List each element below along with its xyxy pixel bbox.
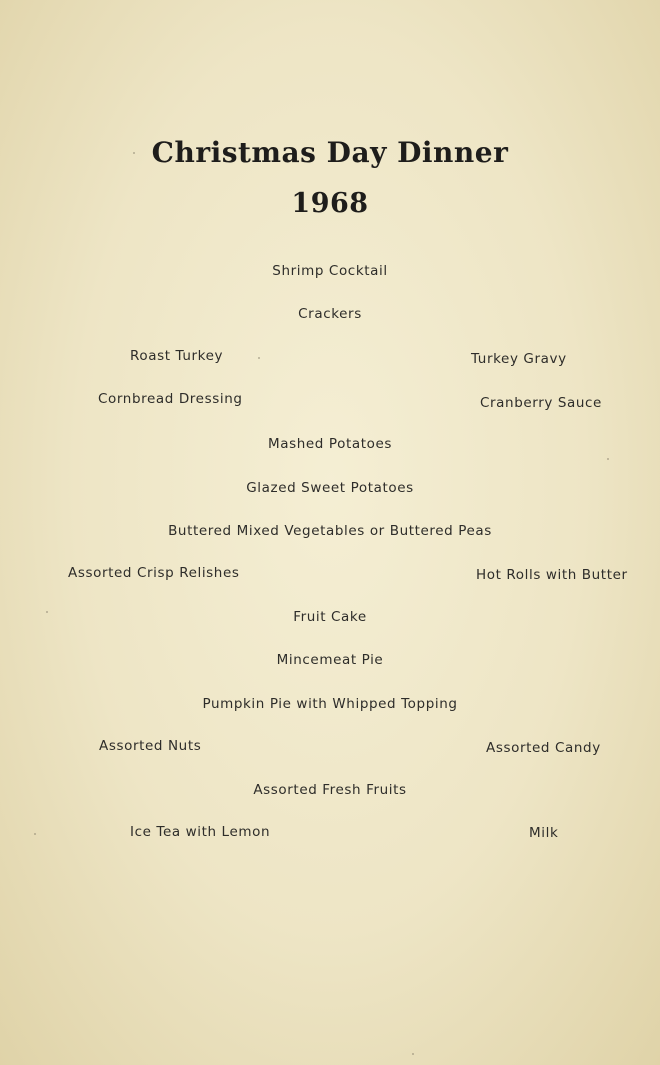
menu-title: Christmas Day Dinner: [151, 136, 509, 169]
menu-item-pumpkin-pie: Pumpkin Pie with Whipped Topping: [202, 696, 458, 712]
menu-item-shrimp-cocktail: Shrimp Cocktail: [272, 263, 388, 279]
menu-item-relishes: Assorted Crisp Relishes: [68, 565, 240, 581]
menu-item-fruit-cake: Fruit Cake: [293, 609, 367, 625]
menu-item-milk: Milk: [529, 825, 559, 841]
menu-item-mincemeat-pie: Mincemeat Pie: [276, 652, 384, 668]
paper-speck: [258, 357, 260, 359]
menu-item-hot-rolls: Hot Rolls with Butter: [476, 567, 628, 583]
menu-item-cranberry-sauce: Cranberry Sauce: [480, 395, 602, 411]
paper-speck: [46, 611, 48, 613]
menu-item-cornbread-dressing: Cornbread Dressing: [98, 391, 243, 407]
menu-item-turkey-gravy: Turkey Gravy: [471, 351, 567, 367]
menu-item-candy: Assorted Candy: [486, 740, 601, 756]
paper-speck: [412, 1053, 414, 1055]
menu-item-mashed-potatoes: Mashed Potatoes: [267, 436, 393, 452]
menu-item-vegetables: Buttered Mixed Vegetables or Buttered Peas: [168, 523, 492, 539]
menu-item-ice-tea: Ice Tea with Lemon: [130, 824, 271, 840]
paper-speck: [133, 152, 135, 154]
menu-item-glazed-sweet-potatoes: Glazed Sweet Potatoes: [246, 480, 414, 496]
menu-year: 1968: [291, 188, 369, 219]
paper-speck: [607, 458, 609, 460]
menu-item-nuts: Assorted Nuts: [99, 738, 202, 754]
menu-item-fresh-fruits: Assorted Fresh Fruits: [253, 782, 407, 798]
menu-item-crackers: Crackers: [298, 306, 362, 322]
paper-speck: [34, 833, 36, 835]
menu-item-roast-turkey: Roast Turkey: [130, 348, 224, 364]
